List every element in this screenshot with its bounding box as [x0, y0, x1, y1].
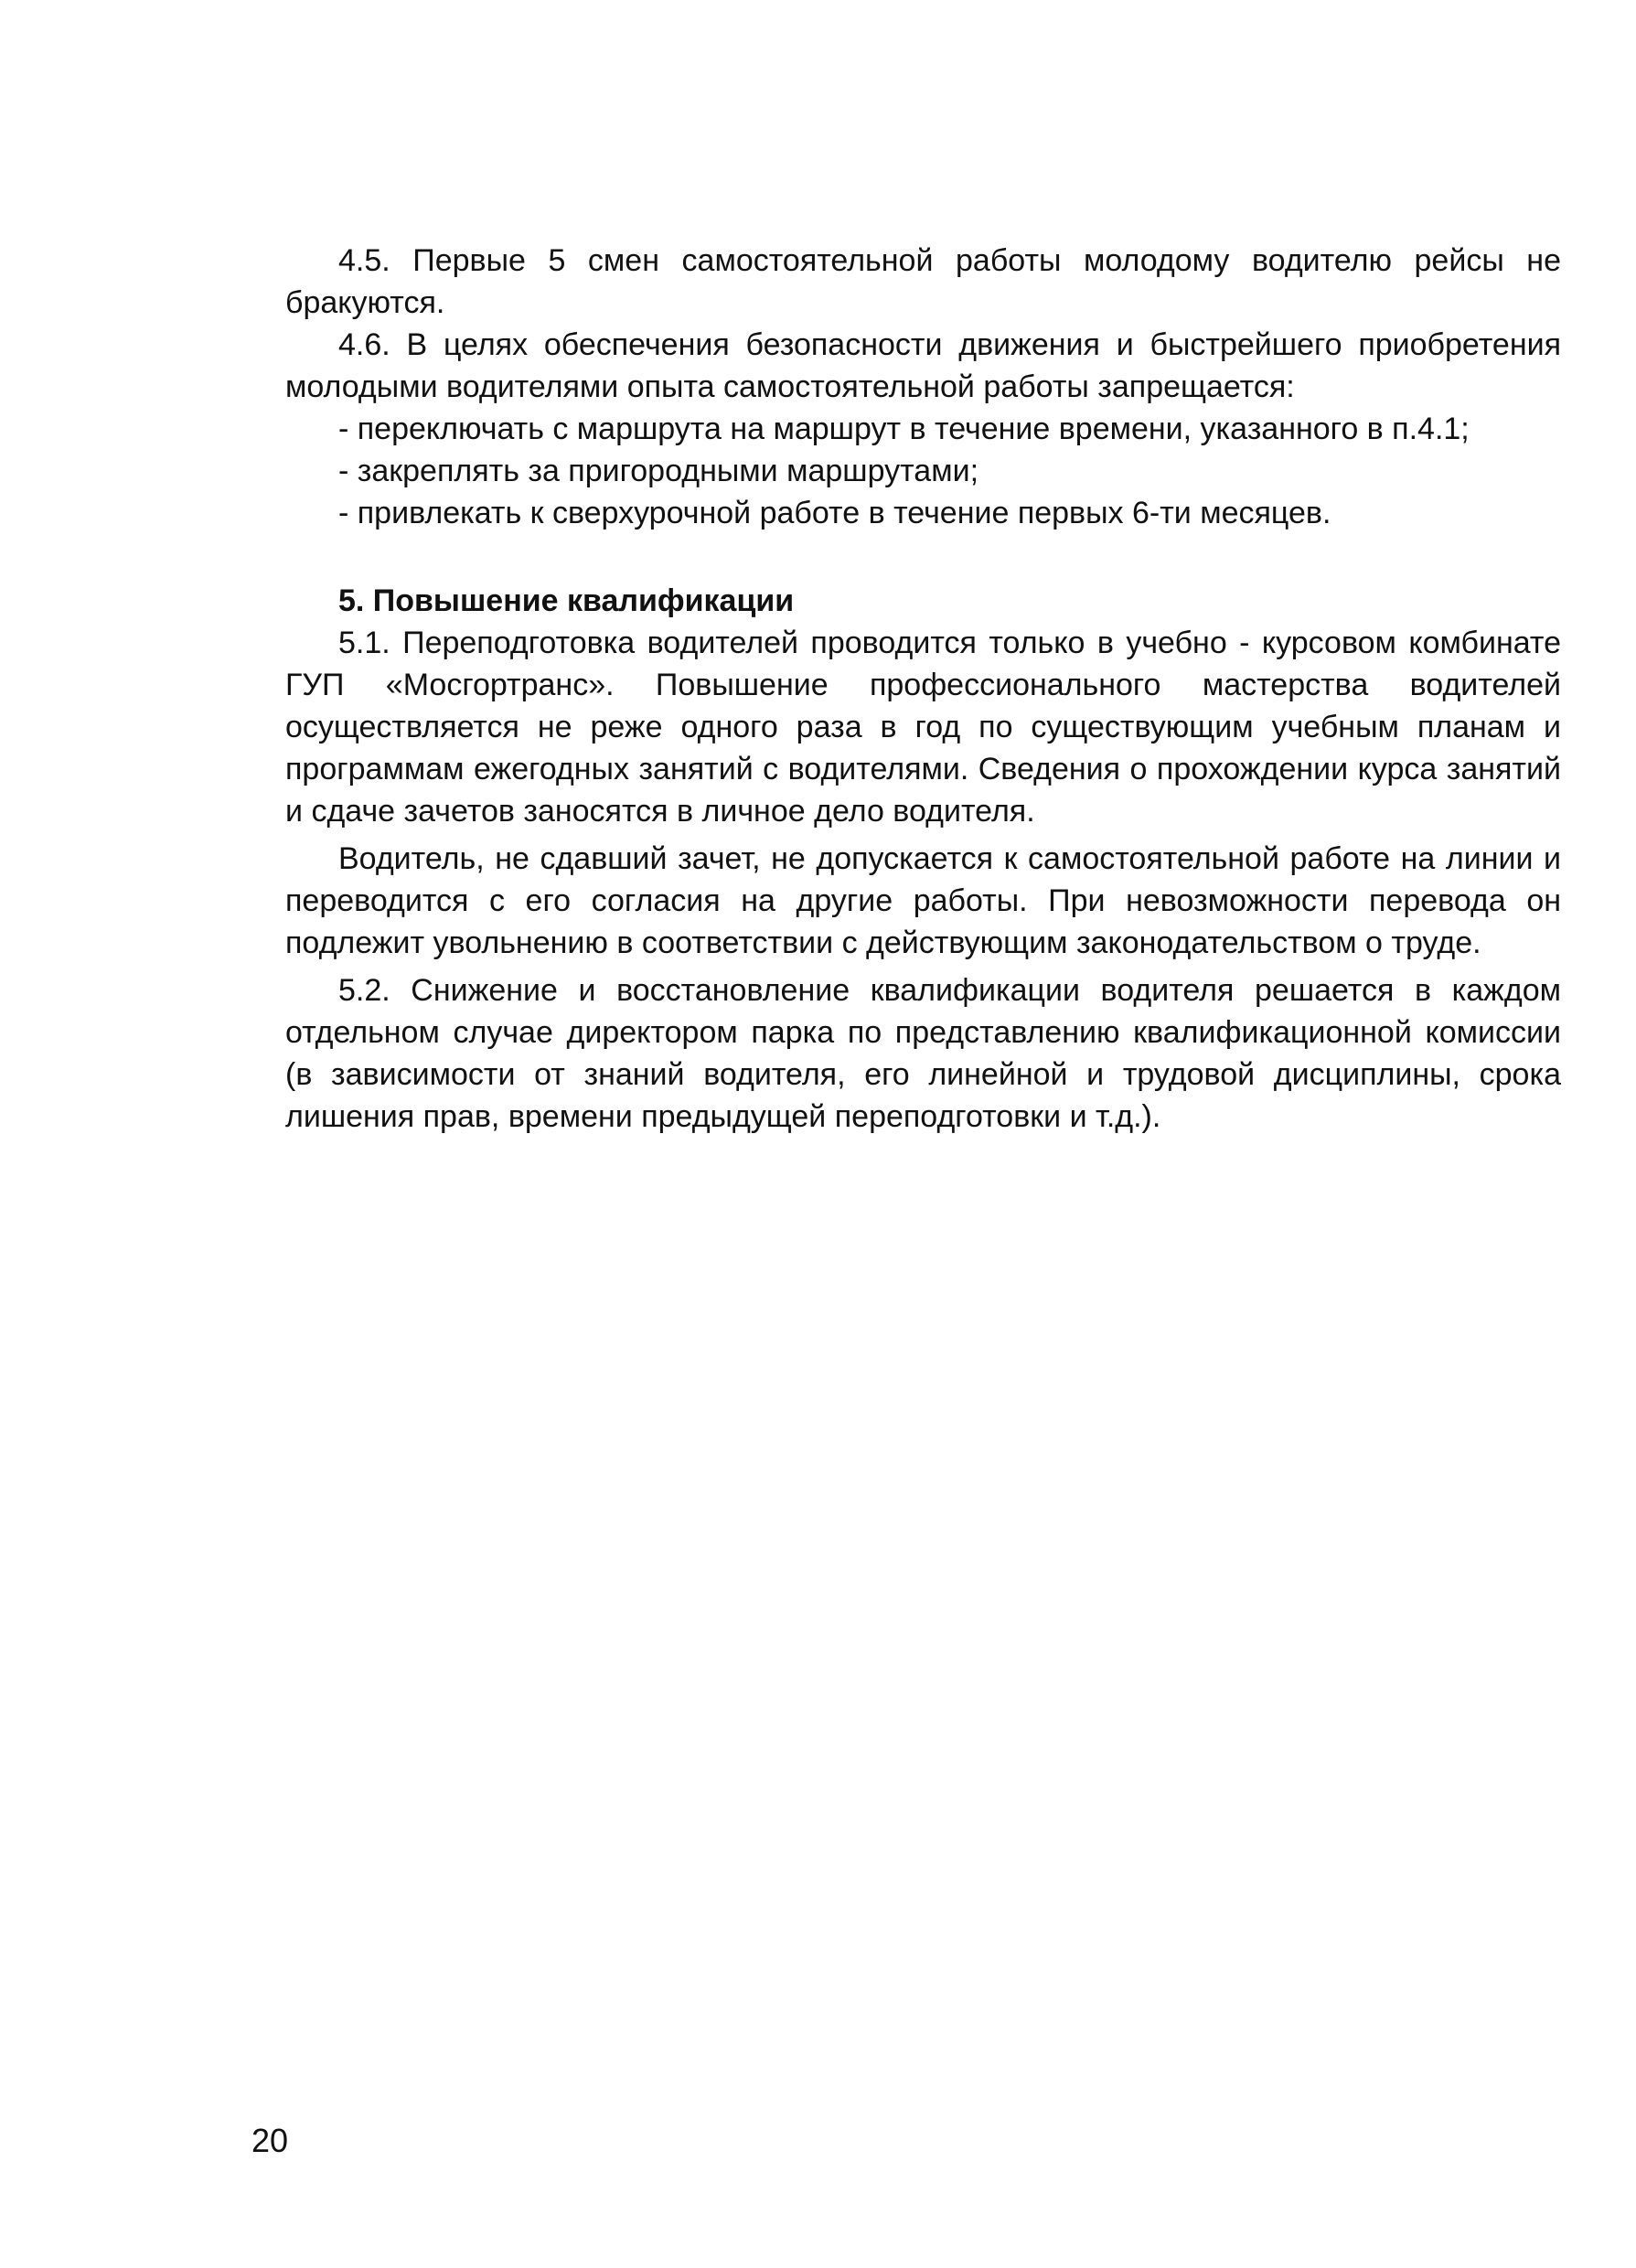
list-item: - закреплять за пригородными маршрутами;	[338, 454, 979, 488]
paragraph-driver-exam: Водитель, не сдавший зачет, не допускается к самостоятельной работе на линии и переводится с его согласия на другие работы. При невозможности перевода он подлежит увольнению в соответствии с действующим законодательством о труде.	[285, 841, 1561, 960]
list-item: - переключать с маршрута на маршрут в течение времени, указанного в п.4.1;	[338, 412, 1470, 446]
clause-4-6: 4.6. В целях обеспечения безопасности движения и быстрейшего приобретения молодыми водителями опыта самостоятельной работы запрещается:	[285, 327, 1561, 404]
section-heading: 5. Повышение квалификации	[338, 583, 795, 618]
clause-5-2: 5.2. Снижение и восстановление квалификации водителя решается в каждом отдельном случае директором парка по представлению квалификационной комиссии (в зависимости от знаний водителя, его линейной и трудовой дисциплины, срока лишения прав, времени предыдущей переподготовки и т.д.).	[285, 973, 1561, 1134]
clause-5-1: 5.1. Переподготовка водителей проводится только в учебно - курсовом комбинате ГУП «Мосгортранс». Повышение профессионального мастерства водителей осуществляется не реже одного раза в год по существующим учебным планам и программам ежегодных занятий с водителями. Сведения о прохождении курса занятий и сдаче зачетов заносятся в личное дело водителя.	[285, 626, 1561, 829]
list-item: - привлекать к сверхурочной работе в течение первых 6-ти месяцев.	[338, 496, 1331, 530]
page-number: 20	[251, 2122, 289, 2159]
page-body	[285, 240, 1561, 1138]
clause-4-5: 4.5. Первые 5 смен самостоятельной работы молодому водителю рейсы не бракуются.	[285, 243, 1561, 320]
